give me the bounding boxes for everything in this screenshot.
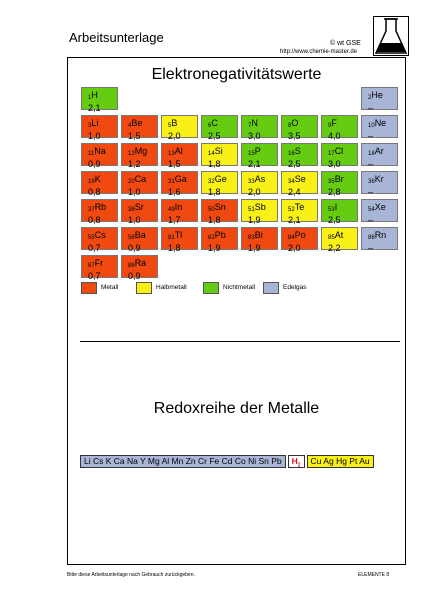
element-symbol [328, 118, 337, 128]
footer-page-id: ELEMENTE 8 [358, 572, 390, 578]
atomic-number: 82 [208, 235, 215, 241]
atomic-number: 6 [208, 123, 212, 129]
electronegativity-value: – [368, 215, 374, 225]
electronegativity-value: 1,9 [248, 243, 261, 253]
electronegativity-value: – [368, 103, 374, 113]
element-i [321, 199, 358, 225]
atomic-number: 12 [128, 151, 135, 157]
element-symbol [168, 118, 177, 128]
element-in [161, 199, 198, 225]
atomic-number: 56 [128, 235, 135, 241]
electronegativity-value: 2,0 [168, 131, 181, 141]
atomic-number: 83 [248, 235, 255, 241]
element-letters: P [254, 146, 261, 156]
electronegativity-value: 0,9 [88, 159, 101, 169]
element-symbol [208, 230, 226, 240]
element-n [241, 115, 278, 141]
element-letters: Ge [214, 174, 227, 184]
element-ga [161, 171, 198, 197]
redox-noble-metals: Cu Ag Hg Pt Au [307, 455, 374, 468]
element-symbol [128, 202, 144, 212]
element-f [321, 115, 358, 141]
atomic-number: 1 [88, 95, 92, 101]
electronegativity-value: 0,8 [88, 215, 101, 225]
redox-hydrogen [288, 455, 305, 468]
element-letters: Al [174, 146, 183, 156]
element-letters: Br [334, 174, 344, 184]
element-k [81, 171, 118, 197]
electronegativity-value: – [368, 131, 374, 141]
element-sn [201, 199, 238, 225]
electronegativity-value: 1,6 [168, 187, 181, 197]
atomic-number: 38 [128, 207, 135, 213]
redox-base-metals: Li Cs K Ca Na Y Mg Al Mn Zn Cr Fe Cd Co Ni Sn Pb [80, 455, 286, 468]
atomic-number: 50 [208, 207, 215, 213]
element-ca [121, 171, 158, 197]
element-symbol [368, 146, 384, 156]
element-mg [121, 143, 158, 169]
electronegativity-value: 2,1 [248, 159, 261, 169]
element-si [201, 143, 238, 169]
element-b [161, 115, 198, 141]
element-symbol [288, 146, 301, 156]
legend-label-half: Halbmetall [156, 284, 187, 291]
atomic-number: 18 [368, 151, 375, 157]
element-symbol [128, 258, 146, 268]
electronegativity-value: 2,1 [88, 103, 101, 113]
element-letters: I [334, 202, 338, 212]
element-ne [361, 115, 398, 141]
element-letters: In [174, 202, 183, 212]
element-symbol [88, 258, 103, 268]
electronegativity-value: 1,8 [168, 243, 181, 253]
divider [80, 341, 400, 342]
element-symbol [248, 202, 266, 212]
element-letters: F [331, 118, 337, 128]
electronegativity-value: 2,5 [288, 159, 301, 169]
electronegativity-value: 0,7 [88, 271, 101, 281]
element-letters: Ne [374, 118, 387, 128]
atomic-number: 14 [208, 151, 215, 157]
electronegativity-value: 1,9 [208, 243, 221, 253]
electronegativity-value: – [368, 187, 374, 197]
element-symbol [288, 202, 304, 212]
electronegativity-value: 4,0 [328, 131, 341, 141]
element-ba [121, 227, 158, 253]
atomic-number: 84 [288, 235, 295, 241]
redox-title: Redoxreihe der Metalle [153, 400, 320, 417]
element-letters: He [371, 90, 383, 100]
element-symbol [168, 174, 187, 184]
element-symbol [128, 146, 147, 156]
element-symbol [208, 174, 227, 184]
electronegativity-value: 1,8 [208, 159, 221, 169]
element-symbol [88, 230, 106, 240]
element-symbol [128, 230, 146, 240]
electronegativity-value: 0,8 [88, 187, 101, 197]
element-sb [241, 199, 278, 225]
element-te [281, 199, 318, 225]
website-url: http://www.chemie-master.de [280, 49, 358, 55]
element-ge [201, 171, 238, 197]
atomic-number: 34 [288, 179, 295, 185]
atomic-number: 15 [248, 151, 255, 157]
element-letters: As [254, 174, 266, 184]
element-letters: Mg [134, 146, 148, 156]
electronegativity-value: 1,5 [168, 159, 181, 169]
element-rn [361, 227, 398, 253]
element-letters: Po [294, 230, 306, 240]
atomic-number: 20 [128, 179, 135, 185]
element-symbol [368, 90, 383, 100]
element-symbol [88, 90, 98, 100]
element-he [361, 87, 398, 113]
element-at [321, 227, 358, 253]
element-h [81, 87, 118, 113]
atomic-number: 49 [168, 207, 175, 213]
element-letters: Cs [94, 230, 106, 240]
element-letters: At [334, 230, 344, 240]
atomic-number: 55 [88, 235, 95, 241]
atomic-number: 9 [328, 123, 332, 129]
element-letters: B [171, 118, 178, 128]
element-symbol [208, 146, 223, 156]
element-fr [81, 255, 118, 281]
atomic-number: 54 [368, 207, 375, 213]
atomic-number: 11 [88, 151, 95, 157]
element-letters: S [294, 146, 301, 156]
element-symbol [168, 230, 182, 240]
legend-label-metal: Metall [101, 284, 119, 291]
electronegativity-value: 1,0 [128, 187, 141, 197]
electronegativity-value: 2,0 [288, 243, 301, 253]
element-letters: C [211, 118, 218, 128]
element-pb [201, 227, 238, 253]
element-symbol [288, 230, 306, 240]
element-bi [241, 227, 278, 253]
element-letters: Tl [174, 230, 183, 240]
element-letters: Li [91, 118, 99, 128]
electronegativity-value: – [368, 243, 374, 253]
element-se [281, 171, 318, 197]
electronegativity-value: 2,1 [288, 215, 301, 225]
atomic-number: 31 [168, 179, 175, 185]
element-symbol [288, 118, 298, 128]
legend-swatch-metal [81, 282, 97, 294]
atomic-number: 37 [88, 207, 95, 213]
element-symbol [128, 174, 146, 184]
element-letters: Fr [94, 258, 104, 268]
element-letters: Te [294, 202, 305, 212]
header-title: Arbeitsunterlage [69, 30, 164, 45]
element-symbol [88, 202, 106, 212]
element-letters: Ba [134, 230, 146, 240]
element-sr [121, 199, 158, 225]
element-letters: Ra [134, 258, 147, 268]
element-symbol [328, 202, 337, 212]
element-p [241, 143, 278, 169]
element-ar [361, 143, 398, 169]
element-symbol [208, 202, 226, 212]
legend-swatch-nonmetal [203, 282, 219, 294]
element-na [81, 143, 118, 169]
atomic-number: 13 [168, 151, 175, 157]
atomic-number: 8 [288, 123, 292, 129]
element-symbol [168, 146, 183, 156]
element-symbol [368, 202, 386, 212]
atomic-number: 4 [128, 123, 132, 129]
element-letters: Ga [174, 174, 187, 184]
electronegativity-value: 3,0 [328, 159, 341, 169]
element-c [201, 115, 238, 141]
element-symbol [248, 146, 261, 156]
element-letters: Xe [374, 202, 386, 212]
element-be [121, 115, 158, 141]
legend-label-noble: Edelgas [283, 284, 307, 291]
element-symbol [88, 146, 106, 156]
electronegativity-value: 1,5 [128, 131, 141, 141]
atomic-number: 85 [328, 235, 335, 241]
electronegativity-value: 2,0 [248, 187, 261, 197]
atomic-number: 2 [368, 95, 372, 101]
element-letters: N [251, 118, 258, 128]
atomic-number: 19 [88, 179, 95, 185]
element-symbol [208, 118, 218, 128]
element-as [241, 171, 278, 197]
atomic-number: 17 [328, 151, 335, 157]
element-letters: Pb [214, 230, 226, 240]
element-o [281, 115, 318, 141]
legend-label-nonmetal: Nichtmetall [223, 284, 256, 291]
electronegativity-value: 2,8 [328, 187, 341, 197]
electronegativity-value: – [368, 159, 374, 169]
element-letters: Cl [334, 146, 344, 156]
element-al [161, 143, 198, 169]
element-symbol [168, 202, 182, 212]
electronegativity-value: 3,5 [288, 131, 301, 141]
element-symbol [328, 230, 343, 240]
element-letters: Rb [94, 202, 107, 212]
element-letters: Rn [374, 230, 387, 240]
atomic-number: 10 [368, 123, 375, 129]
electronegativity-value: 1,0 [128, 215, 141, 225]
atomic-number: 32 [208, 179, 215, 185]
element-s [281, 143, 318, 169]
electronegativity-value: 0,9 [128, 271, 141, 281]
atomic-number: 16 [288, 151, 295, 157]
atomic-number: 51 [248, 207, 255, 213]
element-li [81, 115, 118, 141]
electronegativity-value: 2,4 [288, 187, 301, 197]
atomic-number: 86 [368, 235, 375, 241]
hydrogen-index: 2 [297, 462, 301, 469]
element-tl [161, 227, 198, 253]
element-symbol [248, 230, 263, 240]
hydrogen-symbol: H [291, 456, 298, 466]
electronegativity-value: 3,0 [248, 131, 261, 141]
legend-swatch-noble [263, 282, 279, 294]
electronegativity-value: 1,0 [88, 131, 101, 141]
element-letters: H [91, 90, 98, 100]
element-symbol [368, 230, 386, 240]
element-rb [81, 199, 118, 225]
element-cl [321, 143, 358, 169]
element-letters: Se [294, 174, 306, 184]
electronegativity-value: 2,2 [328, 243, 341, 253]
atomic-number: 3 [88, 123, 92, 129]
element-kr [361, 171, 398, 197]
element-symbol [88, 118, 98, 128]
element-symbol [288, 174, 306, 184]
electronegativity-value: 0,7 [88, 243, 101, 253]
copyright-notice: © wt GSE [330, 40, 361, 47]
element-letters: Sb [254, 202, 266, 212]
element-symbol [128, 118, 142, 128]
electronegativity-value: 2,5 [208, 131, 221, 141]
element-letters: O [291, 118, 299, 128]
element-po [281, 227, 318, 253]
element-symbol [328, 146, 343, 156]
electronegativity-value: 1,8 [208, 215, 221, 225]
element-letters: Be [131, 118, 143, 128]
element-xe [361, 199, 398, 225]
atomic-number: 7 [248, 123, 252, 129]
electronegativity-value: 1,7 [168, 215, 181, 225]
electronegativity-value: 1,2 [128, 159, 141, 169]
flask-logo-icon [373, 16, 409, 56]
element-symbol [368, 118, 386, 128]
element-symbol [88, 174, 101, 184]
electronegativity-value: 0,9 [128, 243, 141, 253]
element-letters: Bi [254, 230, 263, 240]
element-letters: Ar [374, 146, 384, 156]
legend-swatch-half [136, 282, 152, 294]
element-letters: K [94, 174, 101, 184]
atomic-number: 36 [368, 179, 375, 185]
footer-note: Bitte diese Arbeitsunterlage nach Gebrauch zurückgeben. [67, 572, 195, 578]
element-letters: Ca [134, 174, 147, 184]
element-symbol [248, 174, 265, 184]
electronegativity-value: 1,8 [208, 187, 221, 197]
element-letters: Si [214, 146, 223, 156]
element-symbol [368, 174, 384, 184]
element-symbol [248, 118, 258, 128]
atomic-number: 53 [328, 207, 335, 213]
atomic-number: 87 [88, 263, 95, 269]
element-letters: Kr [374, 174, 384, 184]
atomic-number: 52 [288, 207, 295, 213]
element-ra [121, 255, 158, 281]
element-letters: Na [94, 146, 106, 156]
atomic-number: 81 [168, 235, 175, 241]
element-letters: Sr [134, 202, 144, 212]
element-br [321, 171, 358, 197]
element-symbol [328, 174, 344, 184]
atomic-number: 5 [168, 123, 172, 129]
electronegativity-value: 2,5 [328, 215, 341, 225]
atomic-number: 88 [128, 263, 135, 269]
atomic-number: 33 [248, 179, 255, 185]
element-letters: Sn [214, 202, 226, 212]
redox-series [80, 455, 374, 468]
element-cs [81, 227, 118, 253]
atomic-number: 35 [328, 179, 335, 185]
electronegativity-value: 1,9 [248, 215, 261, 225]
pse-title: Elektronegativitätswerte [151, 66, 322, 83]
